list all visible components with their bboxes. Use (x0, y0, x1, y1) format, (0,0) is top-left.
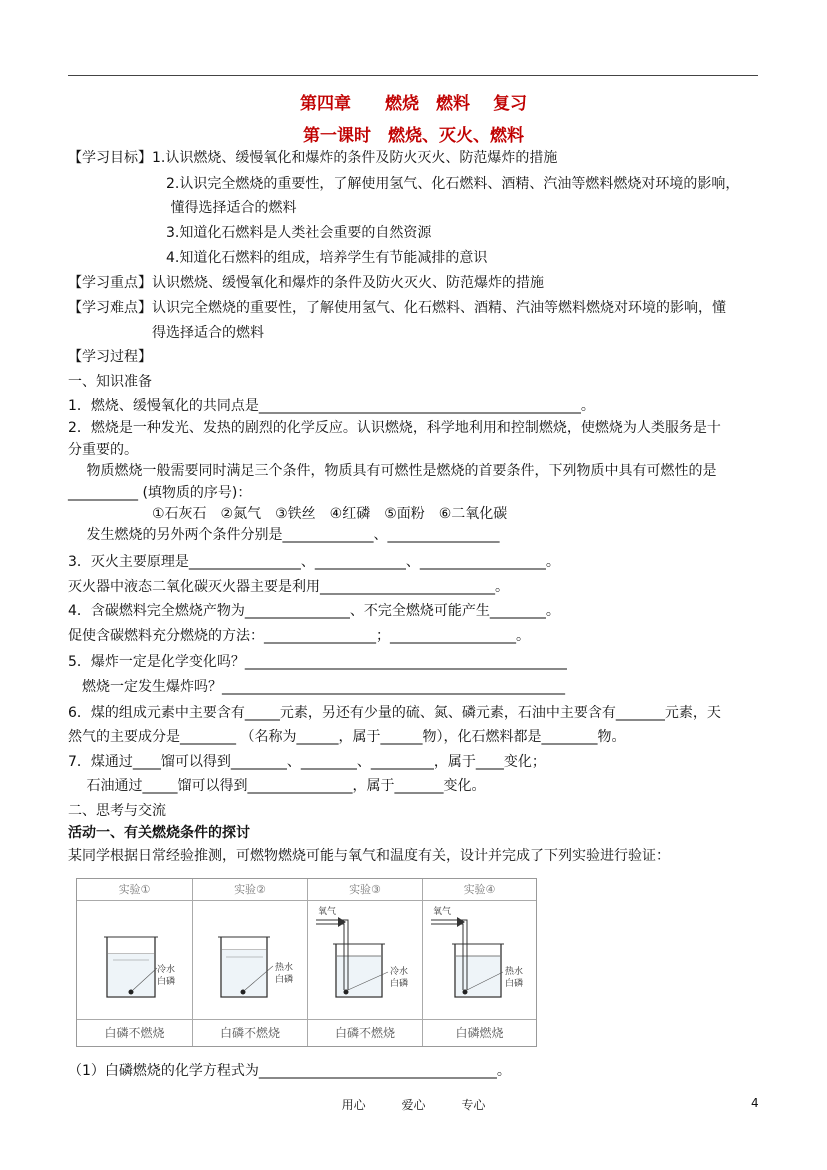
experiment-header: 实验④ (423, 879, 536, 901)
experiment-figure (76, 878, 537, 1047)
text-line: 燃烧一定发生爆炸吗？_________________________________________________ (68, 679, 565, 695)
footer-text: 专心 (461, 1098, 486, 1112)
activity-heading: 活动一、有关燃烧条件的探讨 (68, 825, 250, 841)
text-line: 【学习目标】1.认识燃烧、缓慢氧化和爆炸的条件及防火灭火、防范爆炸的措施 (68, 150, 558, 166)
beaker-illustration (77, 902, 193, 1018)
section-heading: 一、知识准备 (68, 374, 152, 390)
water-label: 冷水 (157, 965, 176, 975)
text-line: 石油通过_____馏可以得到_______________，属于_______变化。 (68, 778, 486, 794)
text-line: ①石灰石 ②氮气 ③铁丝 ④红磷 ⑤面粉 ⑥二氧化碳 (68, 506, 508, 522)
page-subtitle: 第一课时 燃烧、灭火、燃料 (303, 126, 524, 146)
text-line: 3.知道化石燃料是人类社会重要的自然资源 (68, 225, 432, 241)
water-label: 热水 (505, 967, 524, 977)
text-line: 1．燃烧、缓慢氧化的共同点是______________________________________________。 (68, 398, 595, 414)
experiment-panel (308, 879, 423, 1046)
phosphorus-label: 白磷 (390, 979, 409, 989)
beaker-with-tube-illustration (308, 902, 423, 1018)
text-line: 【学习难点】认识完全燃烧的重要性，了解使用氢气、化石燃料、酒精、汽油等燃料燃烧对环境的影响，懂 (68, 300, 726, 316)
text-line: 【学习重点】认识燃烧、缓慢氧化和爆炸的条件及防火灭火、防范爆炸的措施 (68, 275, 544, 291)
experiment-panel (423, 879, 536, 1046)
text-line: （1）白磷燃烧的化学方程式为__________________________________。 (68, 1063, 511, 1079)
text-line: 某同学根据日常经验推测，可燃物燃烧可能与氧气和温度有关，设计并完成了下列实验进行验证： (68, 848, 670, 864)
experiment-result: 白磷不燃烧 (193, 1019, 307, 1046)
text-line: 6．煤的组成元素中主要含有_____元素，另还有少量的硫、氮、磷元素，石油中主要含有_______元素，天 (68, 705, 721, 721)
page-number: 4 (751, 1096, 759, 1110)
experiment-header: 实验② (193, 879, 307, 901)
header-rule (68, 75, 758, 76)
text-line: 3．灭火主要原理是________________、_____________、__________________。 (68, 554, 560, 570)
page-footer (0, 1096, 827, 1113)
phosphorus-label: 白磷 (157, 977, 176, 987)
text-line: 4．含碳燃料完全燃烧产物为_______________、不完全燃烧可能产生________。 (68, 603, 560, 619)
experiment-result: 白磷不燃烧 (308, 1019, 422, 1046)
footer-text: 用心 (341, 1098, 366, 1112)
text-line: 分重要的。 (68, 442, 138, 458)
text-line: 【学习过程】 (68, 349, 152, 365)
footer-text: 爱心 (401, 1098, 426, 1112)
experiment-header: 实验① (77, 879, 192, 901)
text-line: 7．煤通过____馏可以得到________、________、_________，属于____变化； (68, 754, 546, 770)
text-line: 得选择适合的燃料 (68, 325, 264, 341)
text-line: 物质燃烧一般需要同时满足三个条件，物质具有可燃性是燃烧的首要条件，下列物质中具有可燃性的是 (68, 463, 717, 479)
text-line: 懂得选择适合的燃料 (68, 200, 297, 216)
text-line: 促使含碳燃料充分燃烧的方法：________________；__________________。 (68, 628, 530, 644)
section-heading: 二、思考与交流 (68, 803, 166, 819)
phosphorus-label: 白磷 (275, 975, 294, 985)
experiment-panel (193, 879, 308, 1046)
text-line: 然气的主要成分是________ （名称为______，属于______物），化石燃料都是________物。 (68, 729, 626, 745)
text-line: 灭火器中液态二氧化碳灭火器主要是利用_________________________。 (68, 579, 509, 595)
text-line: __________ (填物质的序号)： (68, 485, 252, 501)
oxygen-label: 氧气 (433, 907, 452, 917)
text-line: 5．爆炸一定是化学变化吗？______________________________________________ (68, 654, 567, 670)
beaker-with-tube-illustration (423, 902, 536, 1018)
experiment-header: 实验③ (308, 879, 422, 901)
phosphorus-label: 白磷 (505, 979, 524, 989)
water-label: 热水 (275, 963, 294, 973)
text-line: 2．燃烧是一种发光、发热的剧烈的化学反应。认识燃烧，科学地利用和控制燃烧，使燃烧为人类服务是十 (68, 420, 721, 436)
page-title: 第四章 燃烧 燃料 复习 (300, 94, 527, 114)
text-line: 2.认识完全燃烧的重要性，了解使用氢气、化石燃料、酒精、汽油等燃料燃烧对环境的影响， (68, 176, 740, 192)
water-label: 冷水 (390, 967, 409, 977)
experiment-panel (77, 879, 193, 1046)
experiment-result: 白磷不燃烧 (77, 1019, 192, 1046)
oxygen-label: 氧气 (318, 907, 337, 917)
text-line: 4.知道化石燃料的组成，培养学生有节能减排的意识 (68, 250, 488, 266)
experiment-result: 白磷燃烧 (423, 1019, 536, 1046)
text-line: 发生燃烧的另外两个条件分别是_____________、________________ (68, 527, 500, 543)
